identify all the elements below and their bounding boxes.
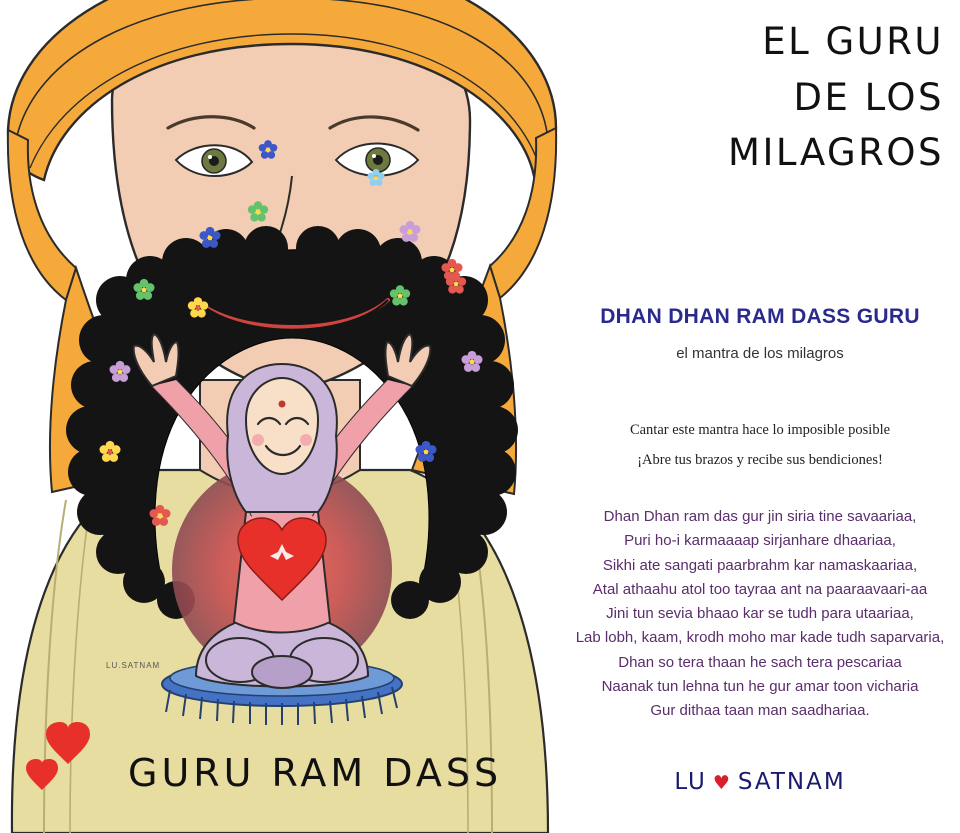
title-line-2: DE LOS [793,75,944,119]
verse-line-3: Sikhi ate sangati paarbrahm kar namaskaariaa, [602,556,918,574]
signature-name: LU [674,769,707,795]
artist-watermark: LU.SATNAM [106,661,161,670]
verse-line-1: Dhan Dhan ram das gur jin siria tine savaariaa, [603,508,917,525]
verse-line-6: Lab lobh, kaam, krodh moho mar kade tudh saparvaria, [575,629,945,647]
verse-line-2: Puri ho-i karmaaaap sirjanhare dhaariaa, [624,532,896,550]
verse-line-5: Jini tun sevia bhaao kar se tudh para utaariaa, [606,605,914,623]
signature [560,769,960,795]
signature-word: SATNAM [737,769,846,795]
title-line-3: MILAGROS [728,131,944,174]
title-line-1: EL GURU [762,20,944,63]
mantra-verse [560,505,960,724]
poster-title [560,14,960,181]
text-panel [560,0,960,833]
mantra-title: DHAN DHAN RAM DASS GURU [600,305,920,328]
intro-text [560,415,960,476]
verse-line-7: Dhan so tera thaan he sach tera pescariaa [618,653,902,671]
intro-line-1: Cantar este mantra hace lo imposible posible [629,422,891,438]
heart-icon: ♥ [712,772,732,794]
mantra-subtitle: el mantra de los milagros [676,345,844,362]
verse-line-4: Atal athaahu atol too tayraa ant na paaraavaari-aa [592,580,928,598]
verse-line-9: Gur dithaa taan man saadhariaa. [650,702,870,720]
verse-line-8: Naanak tun lehna tun he gur amar toon vicharia [601,678,919,696]
illustration-caption: GURU RAM DASS [128,751,503,795]
intro-line-2: ¡Abre tus brazos y recibe sus bendiciones! [637,452,883,469]
